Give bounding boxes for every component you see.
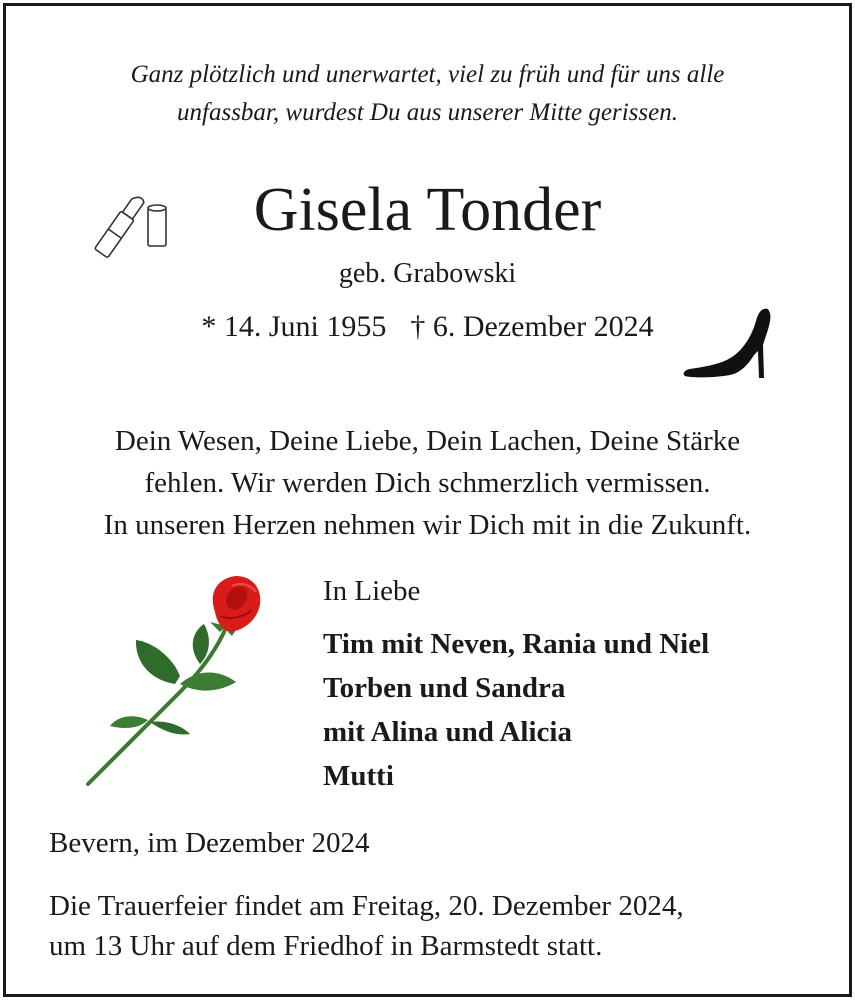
mourner-line: Tim mit Neven, Rania und Niel: [323, 628, 710, 660]
mourner-line: Mutti: [323, 760, 394, 792]
high-heel-shoe-icon: [682, 305, 774, 381]
service-line-1: Die Trauerfeier findet am Freitag, 20. Dezember 2024,: [49, 890, 684, 922]
deceased-name: Gisela Tonder: [253, 176, 602, 244]
death-date: † 6. Dezember 2024: [410, 310, 654, 343]
mourner-line: Torben und Sandra: [323, 672, 566, 704]
intro-text: [0, 56, 855, 132]
mourner-line: mit Alina und Alicia: [323, 716, 572, 748]
intro-line-1: Ganz plötzlich und unerwartet, viel zu früh und für uns alle: [130, 61, 725, 88]
message-line-3: In unseren Herzen nehmen wir Dich mit in die Zukunft.: [103, 509, 752, 541]
birth-date: * 14. Juni 1955: [201, 310, 387, 343]
memorial-message: [0, 420, 855, 546]
message-line-1: Dein Wesen, Deine Liebe, Dein Lachen, Deine Stärke: [114, 425, 741, 457]
funeral-service-info: [49, 886, 684, 966]
intro-line-2: unfassbar, wurdest Du aus unserer Mitte gerissen.: [177, 99, 678, 126]
red-rose-icon: [80, 572, 270, 792]
mourners-list: [323, 622, 709, 798]
place-and-date: Bevern, im Dezember 2024: [49, 827, 370, 859]
service-line-2: um 13 Uhr auf dem Friedhof in Barmstedt statt.: [49, 930, 603, 962]
maiden-name: geb. Grabowski: [338, 258, 517, 289]
in-love-label: In Liebe: [323, 575, 421, 607]
message-line-2: fehlen. Wir werden Dich schmerzlich vermissen.: [144, 467, 711, 499]
